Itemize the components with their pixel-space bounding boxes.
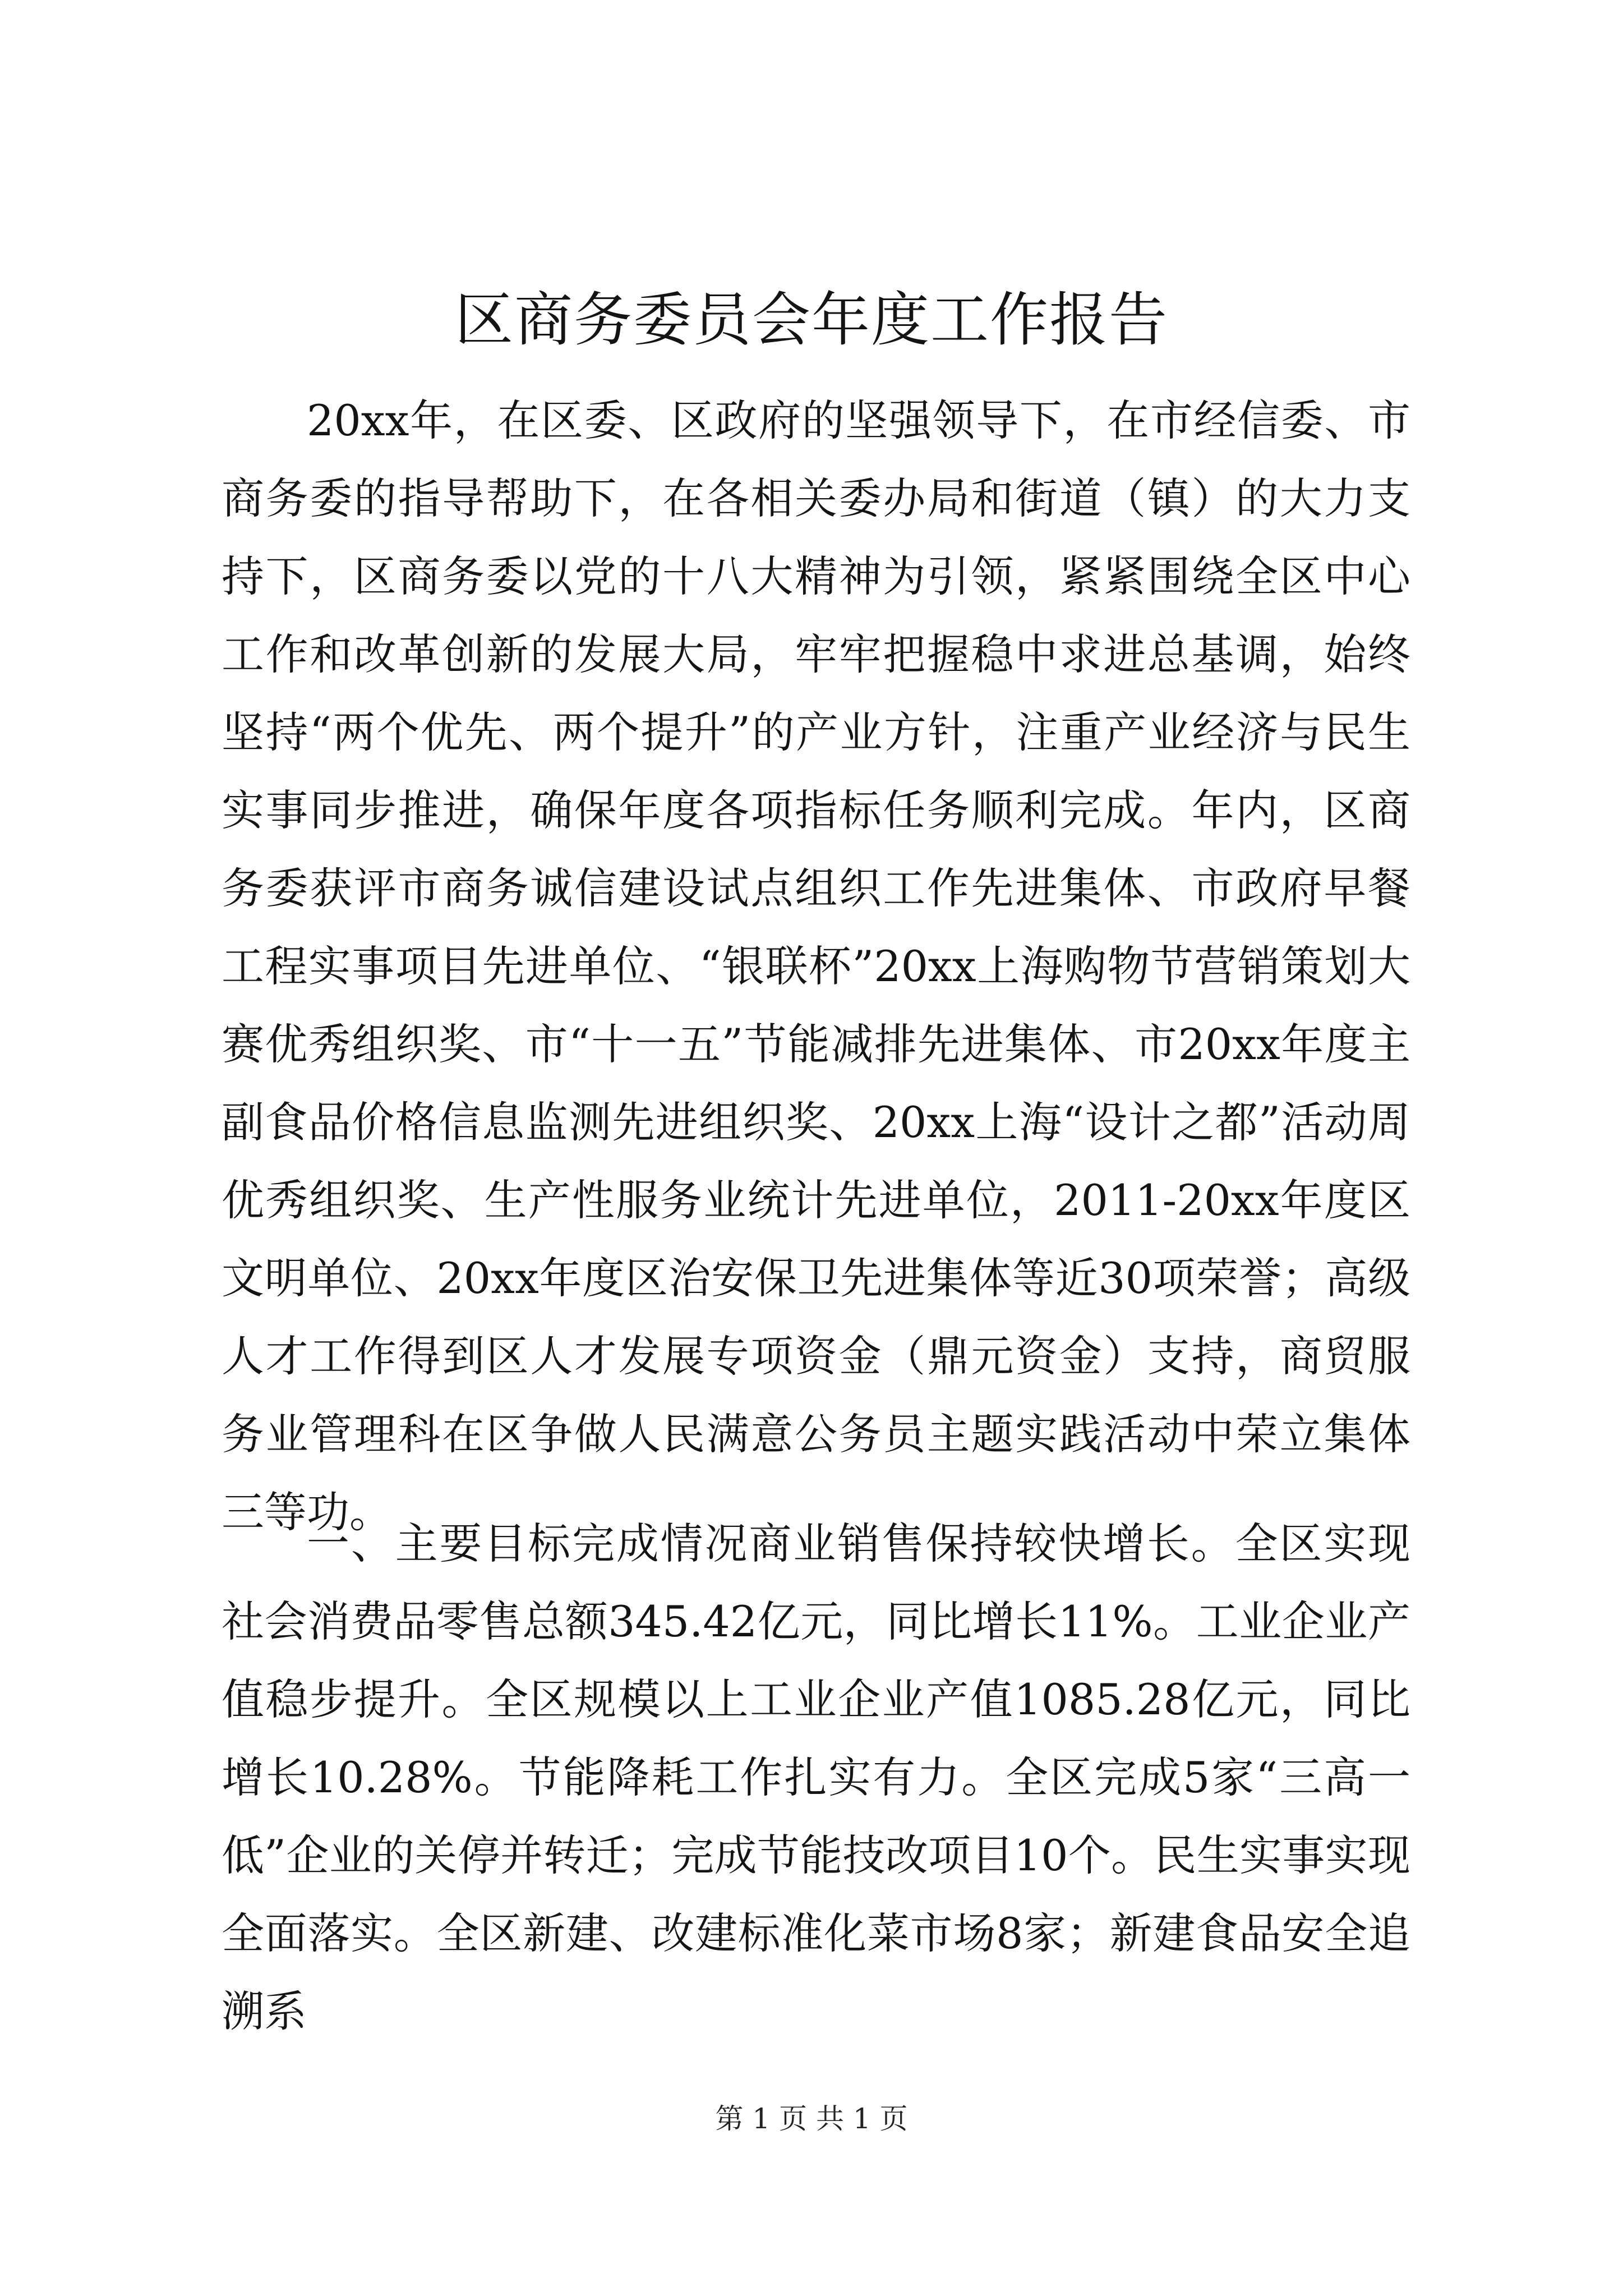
document-title: 区商务委员会年度工作报告 <box>454 286 1168 354</box>
body-paragraph-2: 一、主要目标完成情况商业销售保持较快增长。全区实现社会消费品零售总额345.42亿元，同比增长11%。工业企业产值稳步提升。全区规模以上工业企业产值1085.28亿元，同比增长10.28%。节能降耗工作扎实有力。全区完成5家“三高一低”企业的关停并转迁；完成节能技改项目10个。民生实事实现全面落实。全区新建、改建标准化菜市场8家；新建食品安全追溯系 <box>222 1519 1410 2036</box>
body-paragraph-1: 20xx年，在区委、区政府的坚强领导下，在市经信委、市商务委的指导帮助下，在各相关委办局和街道（镇）的大力支持下，区商务委以党的十八大精神为引领，紧紧围绕全区中心工作和改革创新的发展大局，牢牢把握稳中求进总基调，始终坚持“两个优先、两个提升”的产业方针，注重产业经济与民生实事同步推进，确保年度各项指标任务顺利完成。年内，区商务委获评市商务诚信建设试点组织工作先进集体、市政府早餐工程实事项目先进单位、“银联杯”20xx上海购物节营销策划大赛优秀组织奖、市“十一五”节能减排先进集体、市20xx年度主副食品价格信息监测先进组织奖、20xx上海“设计之都”活动周优秀组织奖、生产性服务业统计先进单位，2011-20xx年度区文明单位、20xx年度区治安保卫先进集体等近30项荣誉；高级人才工作得到区人才发展专项资金（鼎元资金）支持，商贸服务业管理科在区争做人民满意公务员主题实践活动中荣立集体三等功。 <box>222 395 1410 1537</box>
page-number-footer: 第 1 页 共 1 页 <box>715 2102 908 2135</box>
